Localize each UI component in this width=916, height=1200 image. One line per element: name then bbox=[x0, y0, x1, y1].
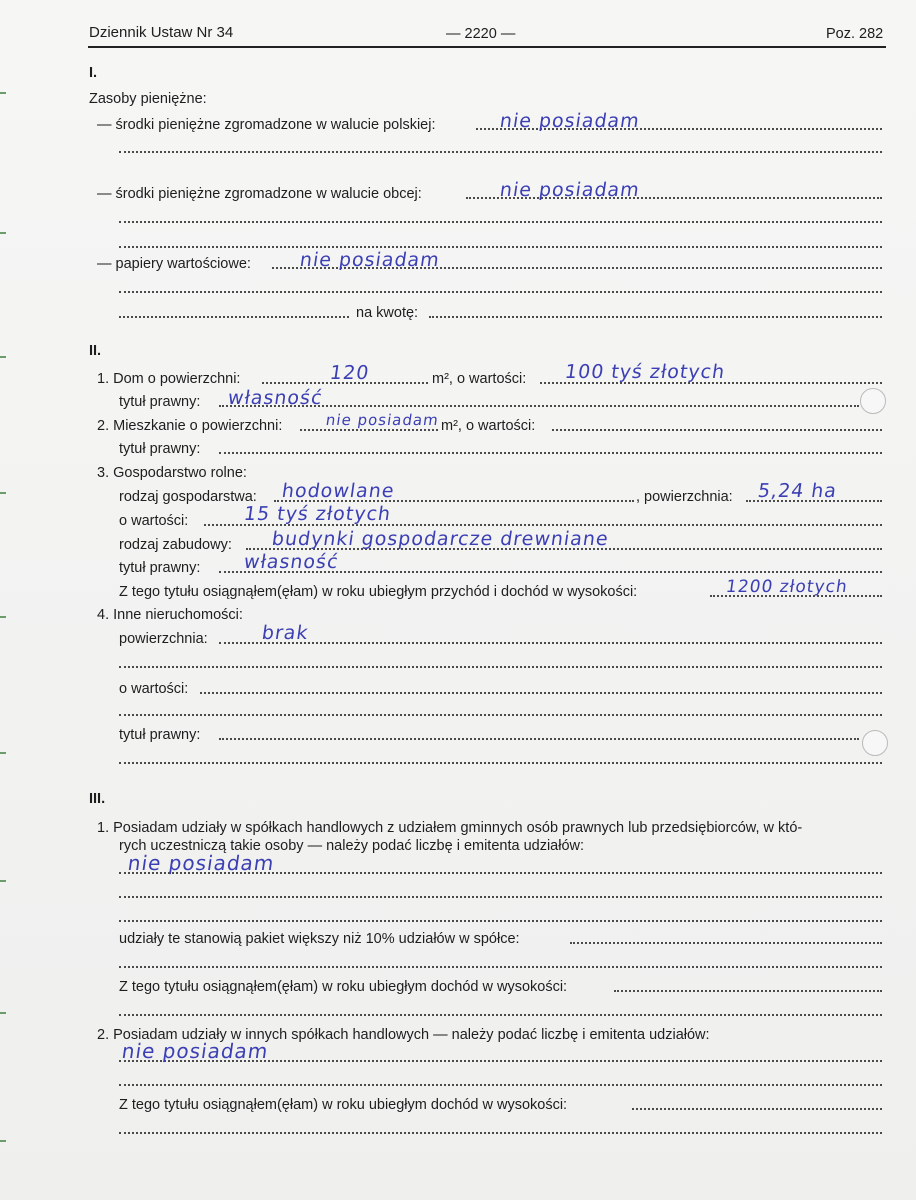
margin-mark bbox=[0, 232, 6, 234]
farm-title-handwritten: własność bbox=[242, 551, 341, 573]
other-area-label: powierzchnia: bbox=[119, 631, 208, 647]
dotline bbox=[119, 291, 882, 293]
shares1-line2: rych uczestniczą takie osoby — należy podać liczbę i emitenta udziałów: bbox=[119, 838, 585, 854]
farm-area-label: , powierzchnia: bbox=[636, 489, 733, 505]
house-title-handwritten: własność bbox=[226, 387, 325, 409]
shares1-line1: 1. Posiadam udziały w spółkach handlowych z udziałem gminnych osób prawnych lub przedsiębiorców, w któ- bbox=[97, 820, 803, 836]
dotline bbox=[119, 316, 349, 318]
farm-income-handwritten: 1200 złotych bbox=[724, 577, 850, 597]
income2-label: Z tego tytułu osiągnąłem(ęłam) w roku ubiegłym dochód w wysokości: bbox=[119, 1097, 568, 1113]
margin-mark bbox=[0, 752, 6, 754]
foreign-handwritten-value: nie posiadam bbox=[498, 179, 642, 201]
farm-title-label: tytuł prawny: bbox=[119, 560, 201, 576]
income2-dotline bbox=[632, 1108, 882, 1110]
farm-value-handwritten: 15 tyś złotych bbox=[242, 503, 393, 525]
margin-mark bbox=[0, 356, 6, 358]
punch-hole bbox=[860, 388, 886, 414]
dotline bbox=[119, 920, 882, 922]
cash-heading: Zasoby pieniężne: bbox=[89, 91, 207, 107]
dotline bbox=[119, 1014, 882, 1016]
house-label: 1. Dom o powierzchni: bbox=[97, 371, 241, 387]
foreign-label: — środki pieniężne zgromadzone w walucie obcej: bbox=[97, 186, 422, 202]
journal-title: Dziennik Ustaw Nr 34 bbox=[89, 24, 234, 41]
other-area-dotline bbox=[219, 642, 882, 644]
section-2-title: II. bbox=[89, 343, 102, 359]
other-area-handwritten: brak bbox=[260, 622, 311, 644]
farm-buildings-handwritten: budynki gospodarcze drewniane bbox=[270, 528, 611, 550]
margin-mark bbox=[0, 492, 6, 494]
flat-label: 2. Mieszkanie o powierzchni: bbox=[97, 418, 283, 434]
dotline bbox=[119, 151, 882, 153]
pln-label: — środki pieniężne zgromadzone w walucie polskiej: bbox=[97, 117, 436, 133]
other-value-dotline bbox=[200, 692, 882, 694]
packet-label: udziały te stanowią pakiet większy niż 10% udziałów w spółce: bbox=[119, 931, 520, 947]
farm-buildings-label: rodzaj zabudowy: bbox=[119, 537, 232, 553]
dotline bbox=[119, 966, 882, 968]
flat-area-handwritten: nie posiadam bbox=[324, 411, 441, 429]
other-title-dotline bbox=[219, 738, 859, 740]
section-3-title: III. bbox=[89, 791, 106, 807]
header-rule bbox=[88, 46, 886, 48]
house-value-handwritten: 100 tyś złotych bbox=[563, 361, 727, 383]
securities-label: — papiery wartościowe: bbox=[97, 256, 251, 272]
dotline bbox=[119, 896, 882, 898]
shares2-label: 2. Posiadam udziały w innych spółkach handlowych — należy podać liczbę i emitenta udziałów: bbox=[97, 1027, 710, 1043]
amount-dotline bbox=[429, 316, 882, 318]
margin-mark bbox=[0, 616, 6, 618]
dotline bbox=[119, 221, 882, 223]
punch-hole bbox=[862, 730, 888, 756]
house-m2-label: m², o wartości: bbox=[432, 371, 527, 387]
securities-handwritten-value: nie posiadam bbox=[298, 249, 442, 271]
flat-title-dotline bbox=[219, 452, 882, 454]
flat-m2-label: m², o wartości: bbox=[441, 418, 536, 434]
income1-dotline bbox=[614, 990, 882, 992]
margin-mark bbox=[0, 1140, 6, 1142]
farm-label: 3. Gospodarstwo rolne: bbox=[97, 465, 247, 481]
farm-value-label: o wartości: bbox=[119, 513, 189, 529]
amount-label: na kwotę: bbox=[356, 305, 419, 321]
shares1-handwritten: nie posiadam bbox=[126, 851, 277, 875]
position-number: Poz. 282 bbox=[826, 26, 884, 42]
farm-kind-handwritten: hodowlane bbox=[280, 480, 397, 502]
packet-dotline bbox=[570, 942, 882, 944]
farm-kind-label: rodzaj gospodarstwa: bbox=[119, 489, 257, 505]
pln-handwritten-value: nie posiadam bbox=[498, 110, 642, 132]
income1-label: Z tego tytułu osiągnąłem(ęłam) w roku ubiegłym dochód w wysokości: bbox=[119, 979, 568, 995]
page-number: — 2220 — bbox=[446, 26, 516, 42]
margin-mark bbox=[0, 92, 6, 94]
dotline bbox=[119, 666, 882, 668]
flat-area-dotline bbox=[300, 429, 438, 431]
shares2-handwritten: nie posiadam bbox=[120, 1039, 271, 1063]
farm-income-label: Z tego tytułu osiągnąłem(ęłam) w roku ubiegłym przychód i dochód w wysokości: bbox=[119, 584, 638, 600]
flat-value-dotline bbox=[552, 429, 882, 431]
flat-title-label: tytuł prawny: bbox=[119, 441, 201, 457]
other-title-label: tytuł prawny: bbox=[119, 727, 201, 743]
farm-area-handwritten: 5,24 ha bbox=[756, 480, 839, 502]
dotline bbox=[119, 714, 882, 716]
other-value-label: o wartości: bbox=[119, 681, 189, 697]
margin-mark bbox=[0, 1012, 6, 1014]
dotline bbox=[119, 762, 882, 764]
dotline bbox=[119, 246, 882, 248]
house-area-handwritten: 120 bbox=[328, 362, 371, 384]
dotline bbox=[119, 1084, 882, 1086]
house-title-label: tytuł prawny: bbox=[119, 394, 201, 410]
margin-mark bbox=[0, 880, 6, 882]
other-property-label: 4. Inne nieruchomości: bbox=[97, 607, 243, 623]
section-1-title: I. bbox=[89, 65, 98, 81]
dotline bbox=[119, 1132, 882, 1134]
